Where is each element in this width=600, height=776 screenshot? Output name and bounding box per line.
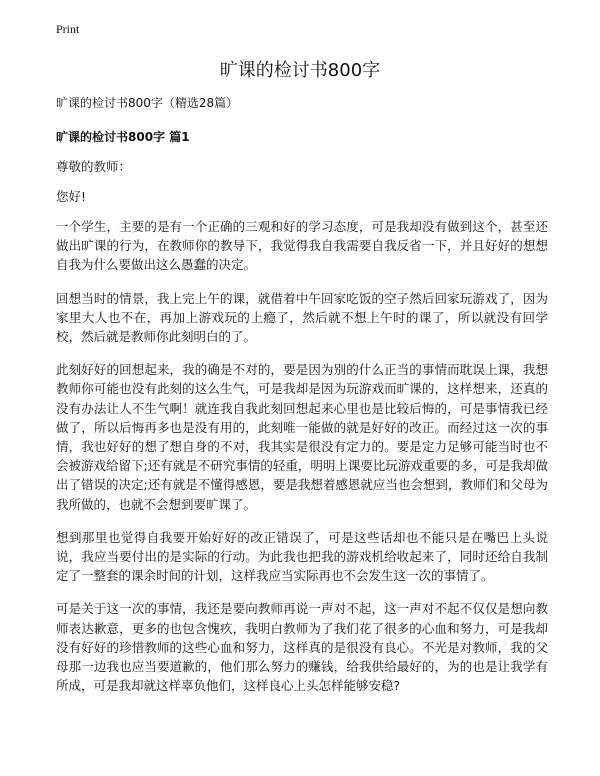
document-body: [56, 93, 548, 709]
document-title: 旷课的检讨书800字: [219, 60, 381, 81]
document-subtitle: 旷课的检讨书800字（精选28篇）: [56, 96, 239, 110]
section-heading: 旷课的检讨书800字 篇1: [56, 130, 190, 144]
greeting: 您好!: [56, 189, 87, 204]
print-label: Print: [56, 22, 80, 36]
paragraph-2: 回想当时的情景，我上完上午的课，就借着中午回家吃饭的空子然后回家玩游戏了，因为家里大人也不在，再加上游戏玩的上瘾了，然后就不想上午时的课了，所以就没有回学校，然后就是教师你此刻明白的了。: [56, 290, 548, 345]
paragraph-5: 可是关于这一次的事情，我还是要向教师再说一声对不起，这一声对不起不仅仅是想向教师表达歉意，更多的也包含愧疚，我明白教师为了我们花了很多的心血和努力，可是我却没有好好的珍惜教师的这些心血和努力，这样真的是很没有良心。不光是对教师，我的父母那一边我也应当要道歉的，他们那么努力的赚钱，给我供给最好的，为的也是让我学有所成，可是我却就这样辜负他们，这样良心上头怎样能够安稳?: [56, 601, 548, 694]
paragraph-4: 想到那里也觉得自我要开始好好的改正错误了，可是这些话却也不能只是在嘴巴上头说说，我应当要付出的是实际的行动。为此我也把我的游戏机给收起来了，同时还给自我制定了一整套的课余时间的计划，这样我应当实际再也不会发生这一次的事情了。: [56, 529, 548, 584]
paragraph-1: 一个学生，主要的是有一个正确的三观和好的学习态度，可是我却没有做到这个，甚至还做出旷课的行为，在教师你的教导下，我觉得我自我需要自我反省一下，并且好好的想想自我为什么要做出这么愚蠢的决定。: [56, 219, 548, 273]
paragraph-3: 此刻好好的回想起来，我的确是不对的，要是因为别的什么正当的事情而耽误上课，我想教师你可能也没有此刻的这么生气，可是我却是因为玩游戏而旷课的，这样想来，还真的没有办法让人不生气啊！就连我自我此刻回想起来心里也是比较后悔的，可是事情我已经做了，所以后悔再多也是没有用的，此刻唯一能做的就是好好的改正。而经过这一次的事情，我也好好的想了想自身的不对，我其实是很没有定力的。要是定力足够可能当时也不会被游戏给留下;还有就是不研究事情的轻重，明明上课要比玩游戏重要的多，可是我却做出了错误的决定;还有就是不懂得感恩，要是我想着感恩就应当也会想到，教师们和父母为我所做的，也就不会想到要旷课了。: [56, 362, 548, 512]
salutation: 尊敬的教师：: [56, 159, 132, 174]
